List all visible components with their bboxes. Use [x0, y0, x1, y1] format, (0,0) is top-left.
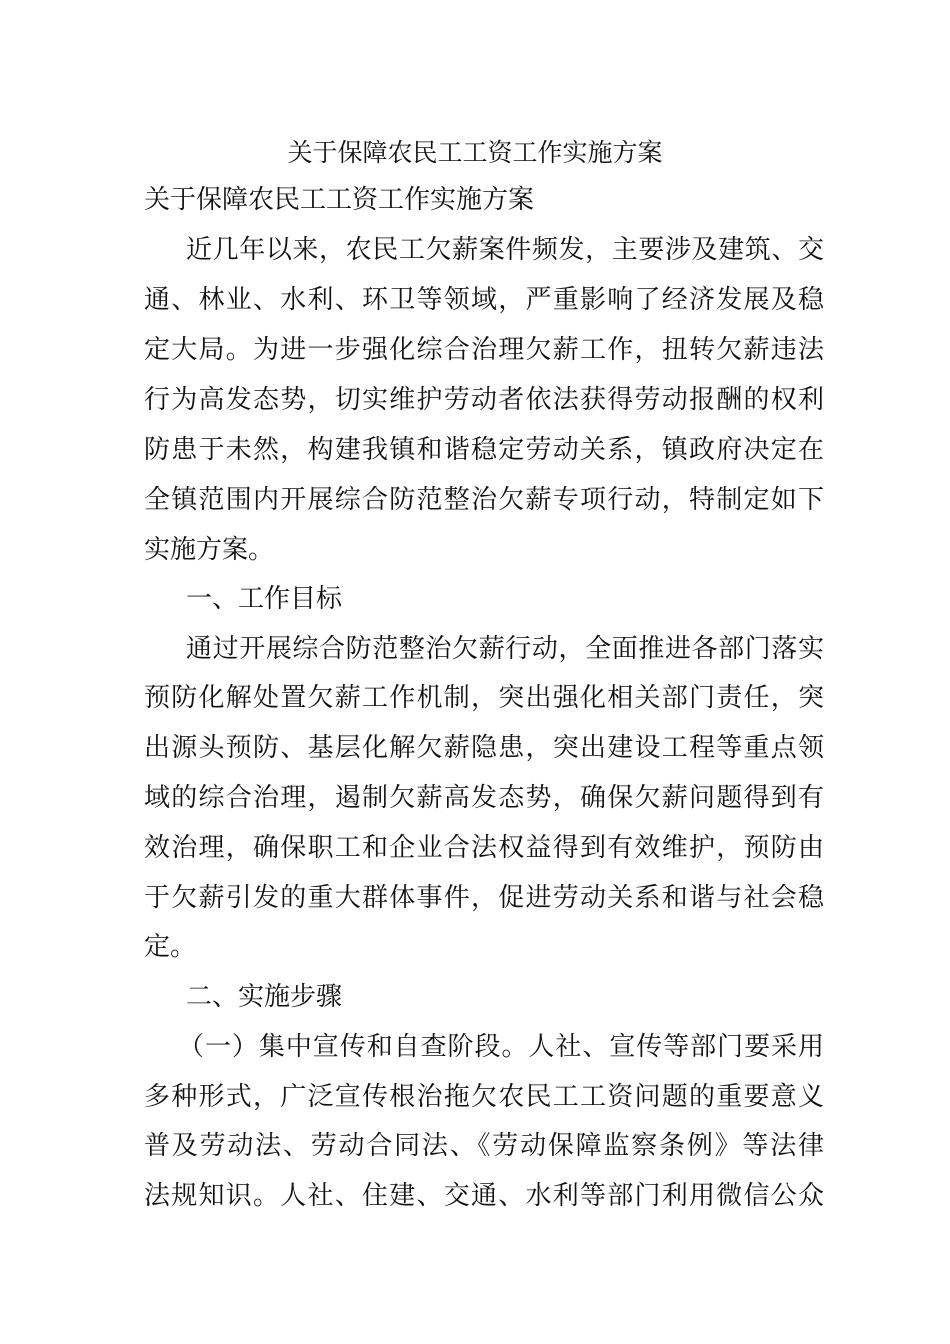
paragraph-line: 全镇范围内开展综合防范整治欠薪专项行动，特制定如下: [144, 485, 824, 515]
paragraph-line: 域的综合治理，遏制欠薪高发态势，确保欠薪问题得到有: [144, 783, 824, 813]
paragraph-line: 效治理，确保职工和企业合法权益得到有效维护，预防由: [144, 833, 824, 863]
paragraph-line: （一）集中宣传和自查阶段。人社、宣传等部门要采用: [178, 1032, 824, 1062]
paragraph-line: 法规知识。人社、住建、交通、水利等部门利用微信公众: [144, 1181, 824, 1211]
paragraph-line: 实施方案。: [144, 535, 275, 565]
paragraph-line: 预防化解处置欠薪工作机制，突出强化相关部门责任，突: [144, 683, 824, 713]
paragraph-line: 定。: [144, 932, 197, 962]
paragraph-line: 普及劳动法、劳动合同法、《劳动保障监察条例》等法律: [144, 1131, 824, 1161]
document-subtitle: 关于保障农民工工资工作实施方案: [144, 185, 535, 215]
paragraph-line: 通过开展综合防范整治欠薪行动，全面推进各部门落实: [186, 634, 824, 664]
document-title: 关于保障农民工工资工作实施方案: [287, 138, 663, 167]
paragraph-line: 于欠薪引发的重大群体事件，促进劳动关系和谐与社会稳: [144, 883, 824, 913]
paragraph-line: 行为高发态势，切实维护劳动者依法获得劳动报酬的权利: [144, 385, 824, 415]
paragraph-line: 防患于未然，构建我镇和谐稳定劳动关系，镇政府决定在: [144, 435, 824, 465]
paragraph-line: 多种形式，广泛宣传根治拖欠农民工工资问题的重要意义: [144, 1082, 824, 1112]
section-heading: 一、工作目标: [186, 584, 343, 614]
paragraph-line: 近几年以来，农民工欠薪案件频发，主要涉及建筑、交: [186, 235, 824, 265]
section-heading: 二、实施步骤: [186, 982, 343, 1012]
paragraph-line: 通、林业、水利、环卫等领域，严重影响了经济发展及稳: [144, 285, 824, 315]
paragraph-line: 出源头预防、基层化解欠薪隐患，突出建设工程等重点领: [144, 733, 824, 763]
paragraph-line: 定大局。为进一步强化综合治理欠薪工作，扭转欠薪违法: [144, 335, 824, 365]
